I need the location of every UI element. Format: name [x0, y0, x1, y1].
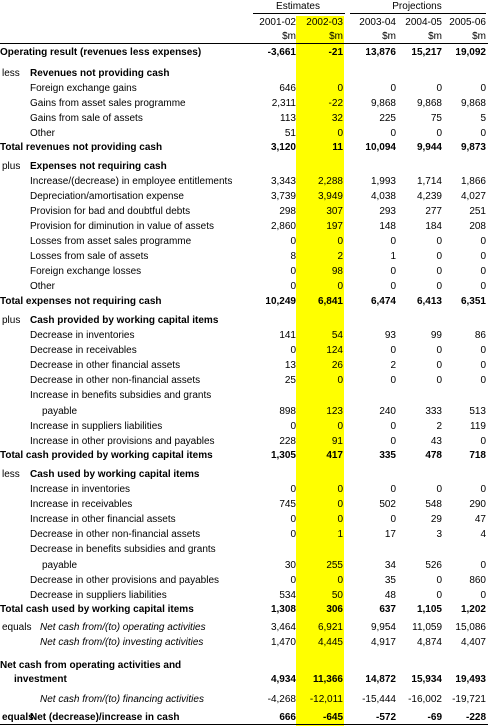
row-value: 13 — [284, 360, 296, 371]
row-label: Other — [30, 128, 56, 139]
row-value: 29 — [430, 514, 442, 525]
row-value: 0 — [480, 266, 486, 277]
row-value: 478 — [425, 450, 442, 461]
row-label: Gains from sale of assets — [30, 113, 143, 124]
row-label: Gains from asset sales programme — [30, 98, 186, 109]
row-value: 718 — [469, 450, 486, 461]
row-value: 0 — [337, 484, 343, 495]
row-value: 4,239 — [416, 191, 442, 202]
row-label: Increase in other financial assets — [30, 514, 176, 525]
row-value: 124 — [326, 345, 343, 356]
row-value: 25 — [284, 375, 296, 386]
row-value: 99 — [430, 330, 442, 341]
row-label: Increase/(decrease) in employee entitlements — [30, 176, 233, 187]
row-label: Provision for bad and doubtful debts — [30, 206, 191, 217]
row-value: 10,249 — [265, 296, 296, 307]
row-value: 0 — [436, 83, 442, 94]
row-label: Foreign exchange losses — [30, 266, 142, 277]
row-value: -645 — [322, 712, 343, 723]
row-value: 2 — [390, 360, 396, 371]
row-prefix: plus — [2, 161, 21, 172]
row-label: Other — [30, 281, 56, 292]
row-value: 4,874 — [416, 637, 442, 648]
row-value: 6,841 — [317, 296, 343, 307]
row-value: 4 — [480, 529, 486, 540]
group-underline-projections — [350, 13, 486, 14]
row-value: 0 — [436, 360, 442, 371]
row-label: Expenses not requiring cash — [30, 161, 167, 172]
row-value: 251 — [469, 206, 486, 217]
row-value: 0 — [290, 266, 296, 277]
row-label: Decrease in suppliers liabilities — [30, 590, 167, 601]
row-value: 0 — [436, 575, 442, 586]
row-value: 240 — [379, 406, 396, 417]
unit-header: $m — [282, 31, 296, 42]
row-value: 15,217 — [411, 47, 442, 58]
row-value: 3,739 — [270, 191, 296, 202]
row-value: 335 — [379, 450, 396, 461]
row-label: Total cash provided by working capital items — [0, 450, 213, 461]
row-label: payable — [42, 406, 78, 417]
row-value: 2,311 — [271, 98, 296, 109]
row-value: 47 — [474, 514, 486, 525]
row-label: Decrease in other provisions and payables — [30, 575, 219, 586]
group-header-projections: Projections — [392, 1, 442, 12]
row-value: 0 — [337, 499, 343, 510]
row-value: 9,944 — [416, 142, 442, 153]
row-value: 141 — [279, 330, 296, 341]
row-value: -69 — [427, 712, 442, 723]
row-value: 513 — [469, 406, 486, 417]
row-value: 6,474 — [370, 296, 396, 307]
row-value: 9,868 — [416, 98, 442, 109]
row-value: 0 — [436, 281, 442, 292]
row-value: 2 — [436, 421, 442, 432]
row-label: Decrease in inventories — [30, 330, 135, 341]
row-label: Decrease in other non-financial assets — [30, 375, 201, 386]
row-label: Total cash used by working capital items — [0, 604, 194, 615]
row-value: 1,202 — [460, 604, 486, 615]
row-label: Increase in receivables — [30, 499, 133, 510]
row-value: 4,027 — [460, 191, 486, 202]
row-prefix: equals — [2, 622, 32, 633]
row-label: Increase in benefits subsidies and grants — [30, 390, 212, 401]
row-value: 1,993 — [370, 176, 396, 187]
row-value: 15,934 — [411, 674, 442, 685]
row-value: 0 — [436, 590, 442, 601]
row-prefix: plus — [2, 315, 21, 326]
row-value: 0 — [390, 236, 396, 247]
row-value: 0 — [337, 514, 343, 525]
row-value: -22 — [328, 98, 343, 109]
row-label: Decrease in benefits subsidies and grants — [30, 544, 216, 555]
row-value: 0 — [390, 266, 396, 277]
row-value: 1,305 — [270, 450, 296, 461]
row-value: 0 — [290, 281, 296, 292]
row-value: 34 — [384, 560, 396, 571]
row-label: Total expenses not requiring cash — [0, 296, 162, 307]
row-value: -16,002 — [408, 694, 442, 705]
row-value: 4,445 — [317, 637, 343, 648]
row-value: 6,351 — [460, 296, 486, 307]
row-value: 4,917 — [370, 637, 396, 648]
row-value: 0 — [390, 128, 396, 139]
row-value: 0 — [290, 421, 296, 432]
row-value: 30 — [284, 560, 296, 571]
row-value: 13,876 — [365, 47, 396, 58]
row-value: -12,011 — [309, 694, 343, 705]
row-value: 0 — [390, 514, 396, 525]
row-value: 307 — [326, 206, 343, 217]
row-value: 548 — [425, 499, 442, 510]
unit-header: $m — [382, 31, 396, 42]
row-value: 32 — [331, 113, 343, 124]
row-value: 228 — [279, 436, 296, 447]
row-value: 1 — [337, 529, 343, 540]
year-header: 2002-03 — [306, 17, 343, 28]
row-label: Decrease in other non-financial assets — [30, 529, 201, 540]
year-header: 2004-05 — [405, 17, 442, 28]
row-value: 0 — [480, 236, 486, 247]
row-value: 290 — [469, 499, 486, 510]
row-value: 3,464 — [270, 622, 296, 633]
row-value: 0 — [290, 514, 296, 525]
header-rule — [0, 43, 488, 44]
row-value: 0 — [480, 436, 486, 447]
row-value: 35 — [384, 575, 396, 586]
year-header: 2003-04 — [359, 17, 396, 28]
row-value: 255 — [326, 560, 343, 571]
row-label: Net (decrease)/increase in cash — [30, 712, 180, 723]
row-value: 11,059 — [412, 622, 442, 633]
row-value: -15,444 — [362, 694, 396, 705]
row-value: 534 — [279, 590, 296, 601]
row-value: 502 — [379, 499, 396, 510]
unit-header: $m — [472, 31, 486, 42]
row-value: 3,120 — [270, 142, 296, 153]
row-value: 3 — [436, 529, 442, 540]
row-label: payable — [42, 560, 78, 571]
row-value: 0 — [290, 575, 296, 586]
row-value: 0 — [480, 375, 486, 386]
row-label: Cash provided by working capital items — [30, 315, 219, 326]
row-value: 0 — [480, 345, 486, 356]
row-label: Increase in suppliers liabilities — [30, 421, 163, 432]
row-value: 860 — [469, 575, 486, 586]
row-value: 6,921 — [317, 622, 343, 633]
row-value: 306 — [326, 604, 343, 615]
row-value: -572 — [375, 712, 396, 723]
row-value: 0 — [480, 590, 486, 601]
row-label: Losses from asset sales programme — [30, 236, 192, 247]
row-label: Depreciation/amortisation expense — [30, 191, 184, 202]
row-value: 17 — [384, 529, 396, 540]
row-value: 637 — [379, 604, 396, 615]
row-value: 50 — [331, 590, 343, 601]
row-value: 0 — [480, 484, 486, 495]
row-value: 0 — [390, 421, 396, 432]
row-value: 277 — [425, 206, 442, 217]
row-label: Net cash from/(to) investing activities — [40, 637, 204, 648]
row-value: 298 — [279, 206, 296, 217]
year-header: 2005-06 — [449, 17, 486, 28]
row-value: 184 — [425, 221, 442, 232]
row-value: 0 — [390, 375, 396, 386]
row-label: Cash used by working capital items — [30, 469, 200, 480]
row-value: 1,105 — [416, 604, 442, 615]
row-value: 5 — [480, 113, 486, 124]
row-value: 11,366 — [312, 674, 343, 685]
row-value: -4,268 — [267, 694, 296, 705]
row-value: 1,308 — [270, 604, 296, 615]
group-header-estimates: Estimates — [276, 1, 320, 12]
row-value: 197 — [326, 221, 343, 232]
row-value: 0 — [480, 281, 486, 292]
row-value: 0 — [290, 236, 296, 247]
row-label: Losses from sale of assets — [30, 251, 149, 262]
row-value: 2 — [337, 251, 343, 262]
row-value: 3,949 — [317, 191, 343, 202]
row-value: 91 — [331, 436, 343, 447]
row-value: 0 — [436, 484, 442, 495]
row-value: 4,407 — [460, 637, 486, 648]
group-underline-estimates — [253, 13, 345, 14]
row-value: 14,872 — [365, 674, 396, 685]
row-value: 0 — [480, 560, 486, 571]
row-value: 98 — [331, 266, 343, 277]
row-value: 19,092 — [455, 47, 486, 58]
row-value: 93 — [384, 330, 396, 341]
row-value: 11 — [332, 142, 343, 153]
row-value: 0 — [337, 83, 343, 94]
row-label: Decrease in other financial assets — [30, 360, 181, 371]
row-value: 0 — [290, 529, 296, 540]
row-label: Net cash from/(to) operating activities — [40, 622, 206, 633]
row-value: 148 — [379, 221, 396, 232]
row-value: 1,470 — [270, 637, 296, 648]
row-value: 9,954 — [370, 622, 396, 633]
row-value: 293 — [379, 206, 396, 217]
row-value: 417 — [326, 450, 343, 461]
row-value: 26 — [331, 360, 343, 371]
row-value: 3,343 — [270, 176, 296, 187]
row-value: -228 — [465, 712, 486, 723]
row-value: 0 — [436, 375, 442, 386]
row-label: Provision for diminution in value of assets — [30, 221, 214, 232]
row-value: 2,288 — [317, 176, 343, 187]
unit-header: $m — [329, 31, 343, 42]
row-value: 119 — [470, 421, 486, 432]
row-value: 0 — [337, 236, 343, 247]
row-label: Decrease in receivables — [30, 345, 137, 356]
row-value: 51 — [284, 128, 296, 139]
row-value: 1 — [390, 251, 396, 262]
row-value: 0 — [337, 375, 343, 386]
row-value: 0 — [480, 128, 486, 139]
footer-rule — [0, 724, 488, 725]
row-value: 0 — [337, 575, 343, 586]
row-label: Operating result (revenues less expenses) — [0, 47, 202, 58]
row-value: 0 — [290, 484, 296, 495]
row-value: -3,661 — [267, 47, 296, 58]
row-value: 0 — [436, 345, 442, 356]
row-value: 113 — [280, 113, 296, 124]
row-value: 0 — [436, 266, 442, 277]
row-value: 0 — [390, 345, 396, 356]
year-header: 2001-02 — [259, 17, 296, 28]
row-value: 9,868 — [460, 98, 486, 109]
row-value: 0 — [390, 83, 396, 94]
row-value: 123 — [326, 406, 343, 417]
row-value: 2,860 — [270, 221, 296, 232]
row-value: 75 — [430, 113, 442, 124]
row-value: 9,873 — [460, 142, 486, 153]
row-value: 666 — [279, 712, 296, 723]
row-label: Increase in inventories — [30, 484, 131, 495]
row-value: 19,493 — [455, 674, 486, 685]
row-label: Net cash from/(to) financing activities — [40, 694, 204, 705]
row-value: 646 — [279, 83, 296, 94]
row-value: 48 — [384, 590, 396, 601]
row-value: 15,086 — [455, 622, 486, 633]
row-value: 1,714 — [416, 176, 442, 187]
row-prefix: less — [2, 68, 20, 79]
row-value: 0 — [390, 281, 396, 292]
row-value: 208 — [469, 221, 486, 232]
row-value: 0 — [390, 484, 396, 495]
row-value: 0 — [290, 345, 296, 356]
row-value: 0 — [480, 251, 486, 262]
row-value: 0 — [480, 360, 486, 371]
row-value: 0 — [337, 281, 343, 292]
row-label: investment — [14, 674, 67, 685]
row-value: 4,038 — [370, 191, 396, 202]
row-value: 333 — [425, 406, 442, 417]
row-value: 43 — [430, 436, 442, 447]
row-value: 0 — [436, 251, 442, 262]
row-label: Increase in other provisions and payables — [30, 436, 215, 447]
row-value: 4,934 — [270, 674, 296, 685]
row-value: 526 — [425, 560, 442, 571]
row-value: 1,866 — [460, 176, 486, 187]
row-prefix: less — [2, 469, 20, 480]
row-value: 0 — [436, 236, 442, 247]
row-label: Net cash from operating activities and — [0, 660, 182, 671]
row-label: Revenues not providing cash — [30, 68, 170, 79]
row-value: 0 — [436, 128, 442, 139]
row-value: 0 — [390, 436, 396, 447]
row-value: 745 — [279, 499, 296, 510]
row-value: 0 — [337, 128, 343, 139]
unit-header: $m — [428, 31, 442, 42]
row-value: 8 — [290, 251, 296, 262]
row-value: 225 — [379, 113, 396, 124]
row-value: -21 — [328, 47, 343, 58]
row-label: Foreign exchange gains — [30, 83, 137, 94]
row-value: 0 — [480, 83, 486, 94]
row-value: -19,721 — [452, 694, 486, 705]
row-value: 898 — [279, 406, 296, 417]
row-value: 6,413 — [416, 296, 442, 307]
row-label: Total revenues not providing cash — [0, 142, 163, 153]
row-value: 9,868 — [370, 98, 396, 109]
row-value: 86 — [474, 330, 486, 341]
row-value: 10,094 — [365, 142, 396, 153]
row-value: 0 — [337, 421, 343, 432]
row-prefix: equals — [2, 712, 34, 723]
row-value: 54 — [331, 330, 343, 341]
